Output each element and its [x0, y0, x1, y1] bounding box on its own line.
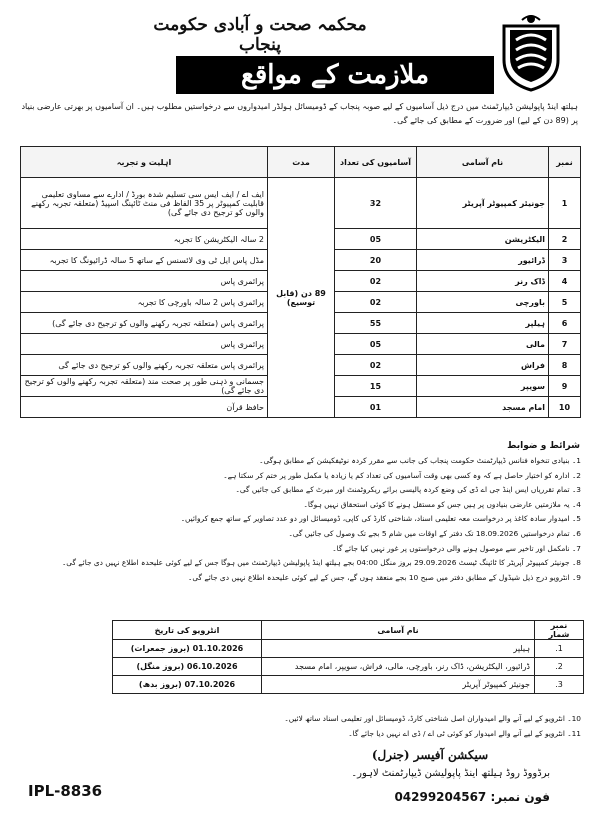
interview-header-row — [113, 621, 584, 640]
row-sr: 2 — [549, 229, 581, 250]
row-post-count: 05 — [335, 334, 417, 355]
condition-item: 8۔ جونیئر کمپیوٹر آپریٹر کا ٹائپنگ ٹیسٹ 29.09.2026 بروز منگل 04:00 بجے ہیلتھ اینڈ پاپولیشن ڈیپارٹمنٹ میں ہوگا جس کے لیے کوئی علیحدہ اطلاع نہیں دی جائے گی۔ — [61, 558, 581, 568]
row-qualification: پرائمری پاس (متعلقہ تجربہ رکھنے والوں کو ترجیح دی جائے گی) — [21, 313, 268, 334]
row-qualification: ایف اے / ایف ایس سی تسلیم شدہ بورڈ / ادارے سے مساوی تعلیمی قابلیت کمپیوٹر پر 35 الفاظ فی منٹ ٹائپنگ اسپیڈ (متعلقہ تجربہ رکھنے والوں کو ترجیح دی جائے گی) — [21, 178, 268, 229]
row-post-count: 02 — [335, 271, 417, 292]
interview-post: ڈرائیور، الیکٹریشن، ڈاک رنر، باورچی، مالی، فراش، سویپر، امام مسجد — [262, 658, 535, 676]
condition-item: 11۔ انٹرویو کے لیے آنے والے امیدوار کو کوئی ٹی اے / ڈی اے نہیں دیا جائے گا۔ — [348, 728, 581, 738]
issuing-officer: سیکشن آفیسر (جنرل) — [371, 748, 489, 762]
interview-row — [113, 658, 584, 676]
row-sr: 4 — [549, 271, 581, 292]
punjab-emblem-icon — [498, 12, 564, 94]
row-post-count: 20 — [335, 250, 417, 271]
condition-item: 5۔ امیدوار سادہ کاغذ پر درخواست معہ تعلیمی اسناد، شناختی کارڈ کی کاپی، ڈومیسائل اور دو عدد تصاویر کے ساتھ جمع کروائیں۔ — [180, 514, 581, 524]
interview-row — [113, 676, 584, 694]
period-cell: 89 دن (قابل توسیع) — [268, 178, 335, 418]
row-sr: 3 — [549, 250, 581, 271]
interview-header-post: نام آسامی — [262, 621, 535, 640]
conditions-list — [18, 454, 581, 585]
condition-item: 6۔ تمام درخواستیں 18.09.2026 تک دفتر کے اوقات میں شام 5 بجے تک وصول کی جائیں گی۔ — [288, 528, 581, 538]
interview-sr: 3. — [535, 676, 584, 694]
row-sr: 6 — [549, 313, 581, 334]
office-address: برڈووڈ روڈ ہیلتھ اینڈ پاپولیشن ڈیپارٹمنٹ لاہور۔ — [351, 768, 550, 779]
row-sr: 7 — [549, 334, 581, 355]
condition-item: 7۔ نامکمل اور تاخیر سے موصول ہونے والی درخواستوں پر غور نہیں کیا جائے گا۔ — [332, 543, 581, 553]
interview-date: 07.10.2026 (بروز بدھ) — [113, 676, 262, 694]
condition-item: 9۔ انٹرویو درج ذیل شیڈول کے مطابق دفتر میں صبح 10 بجے منعقد ہوں گے، جس کے لیے کوئی علیحدہ اطلاع نہیں دی جائے گی۔ — [188, 572, 581, 582]
vacancies-banner: ملازمت کے مواقع — [176, 56, 494, 94]
condition-item: 1۔ بنیادی تنخواہ فنانس ڈیپارٹمنٹ حکومت پنجاب کی جانب سے مقرر کردہ نوٹیفکیشن کے مطابق ہوگی۔ — [259, 456, 581, 465]
interview-date: 06.10.2026 (بروز منگل) — [113, 658, 262, 676]
row-post-name: جونیئر کمپیوٹر آپریٹر — [417, 178, 549, 229]
condition-item: 4۔ یہ ملازمتیں عارضی بنیادوں پر ہیں جس کو مستقل ہونے کا کوئی استحقاق نہیں ہوگا۔ — [303, 499, 581, 509]
row-qualification: حافظ قرآن — [21, 397, 268, 418]
row-post-count: 32 — [335, 178, 417, 229]
header-qualification: اہلیت و تجربہ — [21, 147, 268, 178]
interview-date: 01.10.2026 (بروز جمعرات) — [113, 640, 262, 658]
row-post-name: ہیلپر — [417, 313, 549, 334]
intro-paragraph: ہیلتھ اینڈ پاپولیشن ڈیپارٹمنٹ میں درج ذیل آسامیوں کے لیے صوبہ پنجاب کے ڈومیسائل ہولڈر امیدواروں سے درخواستیں مطلوب ہیں۔ ان آسامیوں پر بھرتی عارضی بنیاد پر (89 دن کے لیے) اور ضرورت کے مطابق کی جائے گی۔ — [21, 102, 578, 125]
interview-post: ہیلپر — [262, 640, 535, 658]
vacancies-table — [20, 146, 581, 418]
row-post-name: سویپر — [417, 376, 549, 397]
ipl-number: IPL-8836 — [28, 782, 103, 800]
row-qualification: پرائمری پاس — [21, 271, 268, 292]
row-sr: 9 — [549, 376, 581, 397]
row-qualification: 2 سالہ الیکٹریشن کا تجربہ — [21, 229, 268, 250]
header-post-name: نام آسامی — [417, 147, 549, 178]
department-title: محکمہ صحت و آبادی حکومت پنجاب — [153, 15, 367, 55]
table-row — [21, 178, 581, 229]
row-post-name: الیکٹریشن — [417, 229, 549, 250]
row-post-name: مالی — [417, 334, 549, 355]
row-post-name: ڈرائیور — [417, 250, 549, 271]
row-qualification: پرائمری پاس 2 سالہ باورچی کا تجربہ — [21, 292, 268, 313]
row-qualification: پرائمری پاس متعلقہ تجربہ رکھنے والوں کو ترجیح دی جائے گی — [21, 355, 268, 376]
row-sr: 8 — [549, 355, 581, 376]
interview-schedule-table — [112, 620, 584, 694]
row-sr: 1 — [549, 178, 581, 229]
row-qualification: مڈل پاس ایل ٹی وی لائسنس کے ساتھ 5 سالہ ڈرائیونگ کا تجربہ — [21, 250, 268, 271]
header-sr: نمبر — [549, 147, 581, 178]
row-post-count: 05 — [335, 229, 417, 250]
row-post-name: فراش — [417, 355, 549, 376]
row-qualification: جسمانی و ذہنی طور پر صحت مند (متعلقہ تجربہ رکھنے والوں کو ترجیح دی جائے گی) — [21, 376, 268, 397]
header-period: مدت — [268, 147, 335, 178]
interview-sr: 2. — [535, 658, 584, 676]
interview-header-date: انٹرویو کی تاریخ — [113, 621, 262, 640]
row-post-count: 15 — [335, 376, 417, 397]
interview-sr: 1. — [535, 640, 584, 658]
row-post-count: 02 — [335, 292, 417, 313]
row-sr: 10 — [549, 397, 581, 418]
row-post-count: 02 — [335, 355, 417, 376]
condition-item: 10۔ انٹرویو کے لیے آنے والے امیدواران اصل شناختی کارڈ، ڈومیسائل اور تعلیمی اسناد ساتھ لائیں۔ — [284, 714, 581, 723]
row-post-name: باورچی — [417, 292, 549, 313]
row-post-count: 01 — [335, 397, 417, 418]
conditions-after-list — [18, 712, 581, 741]
row-post-name: امام مسجد — [417, 397, 549, 418]
row-post-name: ڈاک رنر — [417, 271, 549, 292]
table-header-row — [21, 147, 581, 178]
interview-post: جونیئر کمپیوٹر آپریٹر — [262, 676, 535, 694]
conditions-title: شرائط و ضوابط — [507, 441, 580, 451]
row-post-count: 55 — [335, 313, 417, 334]
row-sr: 5 — [549, 292, 581, 313]
phone-number: فون نمبر: 04299204567 — [394, 790, 550, 804]
row-qualification: پرائمری پاس — [21, 334, 268, 355]
interview-header-sr: نمبر شمار — [535, 621, 584, 640]
condition-item: 2۔ ادارہ کو اختیار حاصل ہے کہ وہ کسی بھی وقت آسامیوں کی تعداد کم یا زیادہ یا مکمل طور پر ختم کر سکتا ہے۔ — [223, 470, 581, 480]
header-post-count: آسامیوں کی تعداد — [335, 147, 417, 178]
interview-row — [113, 640, 584, 658]
condition-item: 3۔ تمام تقرریاں ایس اینڈ جی اے ڈی کی وضع کردہ پالیسی برائے ریکروٹمنٹ اور میرٹ کے مطابق کی جائیں گی۔ — [235, 485, 581, 495]
